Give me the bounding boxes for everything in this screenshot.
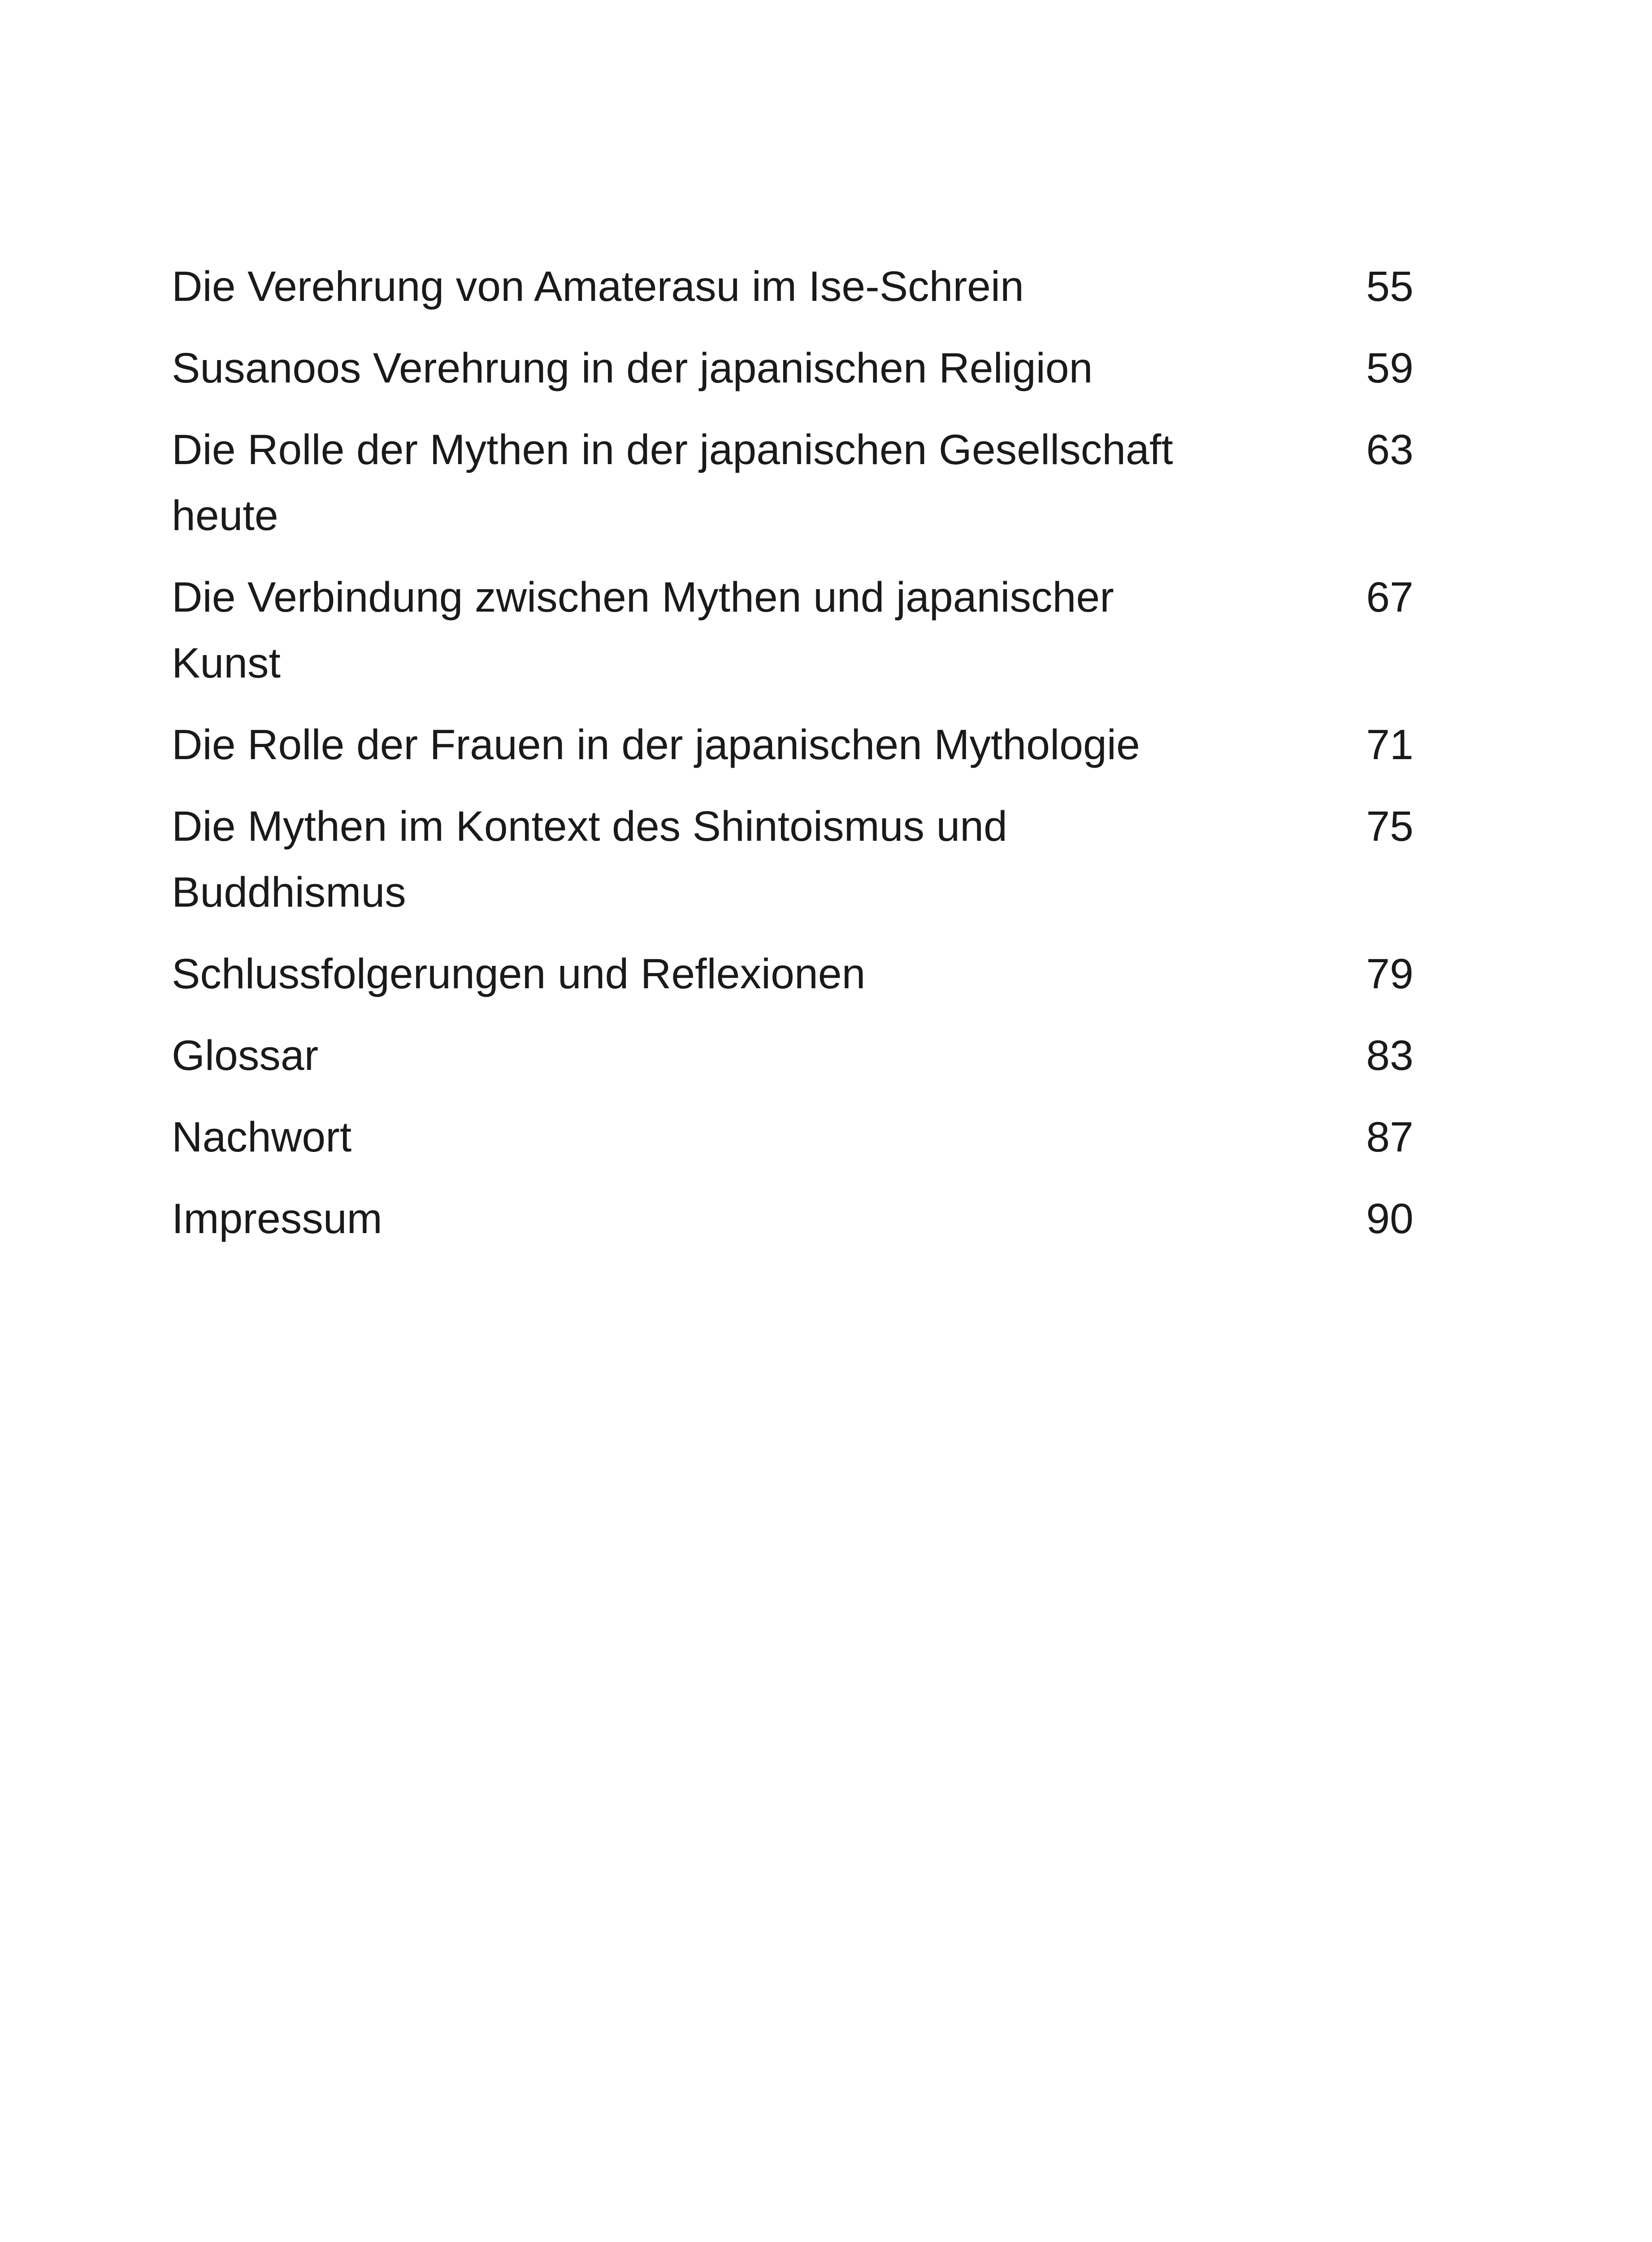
toc-entry-title: Die Rolle der Frauen in der japanischen Mythologie: [172, 721, 1140, 769]
toc-entry-title: Schlussfolgerungen und Reflexionen: [172, 950, 866, 998]
toc-entry-title: Die Verehrung von Amaterasu im Ise-Schrein: [172, 263, 1024, 310]
toc-entry-page-number: 55: [1366, 263, 1414, 310]
toc-entry[interactable]: [172, 565, 1414, 696]
toc-entry-page-number: 87: [1366, 1113, 1414, 1161]
toc-entry-title: Die Mythen im Kontext des Shintoismus und Buddhismus: [172, 803, 1007, 916]
toc-entry-page-number: 59: [1366, 344, 1414, 392]
table-of-contents: [172, 254, 1414, 1268]
toc-entry-page-number: 67: [1366, 574, 1414, 621]
toc-entry[interactable]: [172, 335, 1414, 401]
toc-entry-page-number: 75: [1366, 803, 1414, 850]
toc-entry[interactable]: [172, 1104, 1414, 1170]
toc-entry[interactable]: [172, 1023, 1414, 1089]
toc-entry-page-number: 83: [1366, 1032, 1414, 1079]
toc-entry[interactable]: [172, 941, 1414, 1007]
toc-entry-title: Susanoos Verehrung in der japanischen Religion: [172, 344, 1093, 392]
toc-entry-page-number: 90: [1366, 1195, 1414, 1243]
toc-entry-title: Glossar: [172, 1032, 319, 1079]
toc-entry[interactable]: [172, 794, 1414, 925]
toc-entry-title: Impressum: [172, 1195, 382, 1243]
toc-entry[interactable]: [172, 254, 1414, 320]
toc-entry-page-number: 71: [1366, 721, 1414, 769]
toc-entry-title: Nachwort: [172, 1113, 352, 1161]
toc-entry-title: Die Rolle der Mythen in der japanischen Gesellschaft heute: [172, 426, 1173, 539]
toc-entry-title: Die Verbindung zwischen Mythen und japanischer Kunst: [172, 574, 1114, 687]
toc-entry-page-number: 63: [1366, 426, 1414, 474]
toc-entry[interactable]: [172, 1186, 1414, 1252]
toc-entry[interactable]: [172, 712, 1414, 778]
toc-entry-page-number: 79: [1366, 950, 1414, 998]
toc-entry[interactable]: [172, 417, 1414, 549]
